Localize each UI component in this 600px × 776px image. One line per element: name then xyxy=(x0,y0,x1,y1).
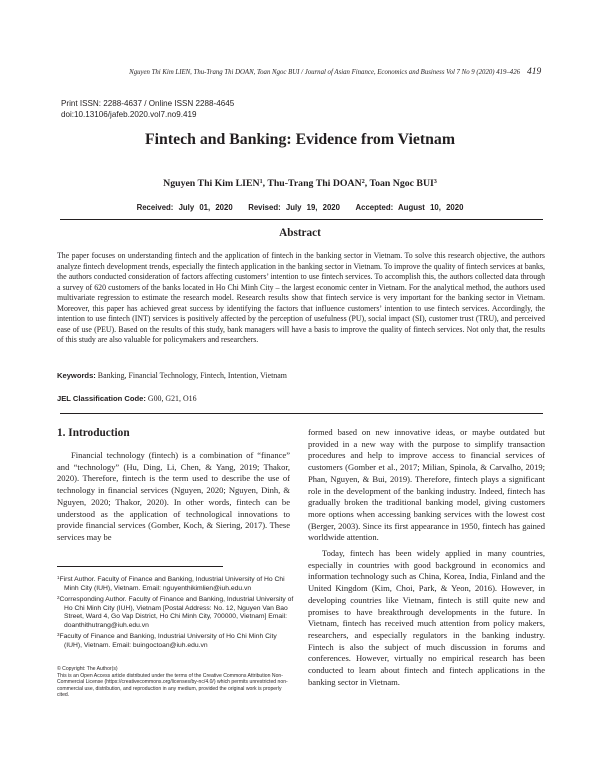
copyright-line: © Copyright: The Author(s) xyxy=(57,666,118,672)
intro-paragraph-1-continued: formed based on new innovative ideas, or maybe outdated but provided in a new way with the purpose to simplify transaction procedures and help to improve access to financial services of customers (Gomber et al., 2017; Milian, Spinola, & Carvalho, 2019; Phan, Nguyen, & Bui, 2019). Therefore, fintech plays a significant role in the development of the banking industry. Indeed, fintech has gradually broken the traditional banking model, giving customers more options when accessing banking services with the lowest cost (Berger, 2003). Since its first appearance in 1950, fintech has gained worldwide attention. xyxy=(308,427,545,543)
intro-paragraph-2: Today, fintech has been widely applied in many countries, especially in countries with good background in economics and information technology such as China, Korea, India, Finland and the United Kingdom (Kim, Choi, Park, & Yeon, 2016). However, in developing countries like Vietnam, fintech is still quite new and promises to have breakthrough developments in the future. In Vietnam, fintech has received much attention from policy makers, researchers, and especially regulators in the banking industry. Fintech is also the subject of much discussion in forums and conferences. However, virtually no empirical research has been conducted to learn about fintech and fintech applications in the banking sector in Vietnam. xyxy=(308,548,545,687)
received-date: Received: July 01, 2020 xyxy=(136,203,233,212)
copyright-notice xyxy=(57,666,295,699)
author-name: Thu-Trang Thi DOAN xyxy=(267,178,362,189)
footnotes xyxy=(57,574,295,651)
author-name: Nguyen Thi Kim LIEN xyxy=(163,178,260,189)
revised-date: Revised: July 19, 2020 xyxy=(248,203,340,212)
license-text: This is an Open Access article distributed under the terms of the Creative Commons Attribution Non-Commercial License (https://creativecommons.org/licenses/by-nc/4.0/) which permits unrestricted non-commercial use, distribution, and reproduction in any medium, provided the original work is properly cited. xyxy=(57,672,288,699)
article-dates xyxy=(40,203,560,212)
keywords-text: Banking, Financial Technology, Fintech, Intention, Vietnam xyxy=(95,371,287,380)
introduction-heading: 1. Introduction xyxy=(57,427,130,439)
author-list xyxy=(40,178,560,189)
jel-line xyxy=(57,394,545,403)
author-affiliation-mark: 2 xyxy=(361,179,365,185)
author-separator: , xyxy=(364,178,370,189)
abstract-body: The paper focuses on understanding fintech and the application of fintech in the banking sector in Vietnam. To solve this research objective, the authors analyze fintech development trends, especially the fintech application in the banking sector in Vietnam. To improve the quality of fintech services at banks, the authors conducted consideration of factors affecting customers’ intention to use fintech services. To accomplish this, the authors collected data through a survey of 620 customers of the banks located in Ho Chi Minh City – the largest economic center in Vietnam. For the analytical method, the authors used multivariate regression to estimate the research model. Research results show that fintech service is very important for the banking sector in Vietnam. Moreover, this paper has achieved great success by identifying the factors that influence customers’ intention to use fintech services. Accordingly, the intention to use fintech (INT) services is positively affected by the perception of usefulness (PU), social impact (SI), customer trust (TRU), and perceived ease of use (PEU). Based on the results of this study, bank managers will have a basis to improve the quality of fintech services. Not only that, the results of this study are also valuable for policymakers and researchers. xyxy=(57,251,545,345)
footnote-divider xyxy=(57,566,223,567)
issn-line: Print ISSN: 2288-4637 / Online ISSN 2288-4645 xyxy=(61,99,235,108)
footnote-mark: 3 xyxy=(57,632,60,638)
footnote xyxy=(57,631,295,651)
jel-text: G00, G21, O16 xyxy=(145,394,197,403)
intro-paragraph-1: Financial technology (fintech) is a combination of “finance” and “technology” (Hu, Ding, Li, Chen, & Yang, 2019; Thakor, 2020). Therefore, fintech is the term used to describe the use of technology in financial services (Nguyen, 2020; Nguyen, Dinh, & Nguyen, 2020; Thakor, 2020). In other words, fintech can be understood as the application of technological innovations to provide financial services (Gomber, Koch, & Siering, 2017). These services may be xyxy=(57,450,290,542)
abstract-heading: Abstract xyxy=(279,227,321,239)
footnote-mark: 1 xyxy=(57,575,60,580)
keywords-label: Keywords: xyxy=(57,371,96,380)
jel-label: JEL Classification Code: xyxy=(57,394,146,403)
footnote-mark: 2 xyxy=(57,594,60,600)
footnote xyxy=(57,594,295,631)
accepted-date: Accepted: August 10, 2020 xyxy=(355,203,464,212)
author-separator: , xyxy=(262,178,268,189)
issn-block xyxy=(61,98,234,120)
footnote-text: First Author. Faculty of Finance and Banking, Industrial University of Ho Chi Minh City (IUH), Vietnam. Email: nguyenthikimlien@iuh.edu.vn xyxy=(59,576,285,592)
page-number: 419 xyxy=(527,67,542,77)
author-affiliation-mark: 1 xyxy=(259,179,263,185)
running-header: Nguyen Thi Kim LIEN, Thu-Trang Thi DOAN, Toan Ngoc BUI / Journal of Asian Finance, Economics and Business Vol 7 No 9 (2020) 419–426 xyxy=(129,69,520,76)
footnote-text: Corresponding Author. Faculty of Finance and Banking, Industrial University of Ho Chi Minh City (IUH), Vietnam [Postal Address: No. 12, Nguyen Van Bao Street, Ward 4, Go Vap District, Ho Chi Minh City, 700000, Vietnam] Email: doanthithutrang@iuh.edu.vn xyxy=(59,595,294,630)
author-name: Toan Ngoc BUI xyxy=(369,178,434,189)
article-title: Fintech and Banking: Evidence from Vietnam xyxy=(145,131,455,148)
keywords-line xyxy=(57,371,545,380)
footnote-text: Faculty of Finance and Banking, Industrial University of Ho Chi Minh City (IUH), Vietnam. Email: buingoctoan@iuh.edu.vn xyxy=(59,633,277,649)
doi-line: doi:10.13106/jafeb.2020.vol7.no9.419 xyxy=(61,110,197,119)
divider-bottom xyxy=(60,413,543,414)
footnote xyxy=(57,574,295,594)
divider-top xyxy=(60,219,543,220)
author-affiliation-mark: 3 xyxy=(433,179,437,185)
